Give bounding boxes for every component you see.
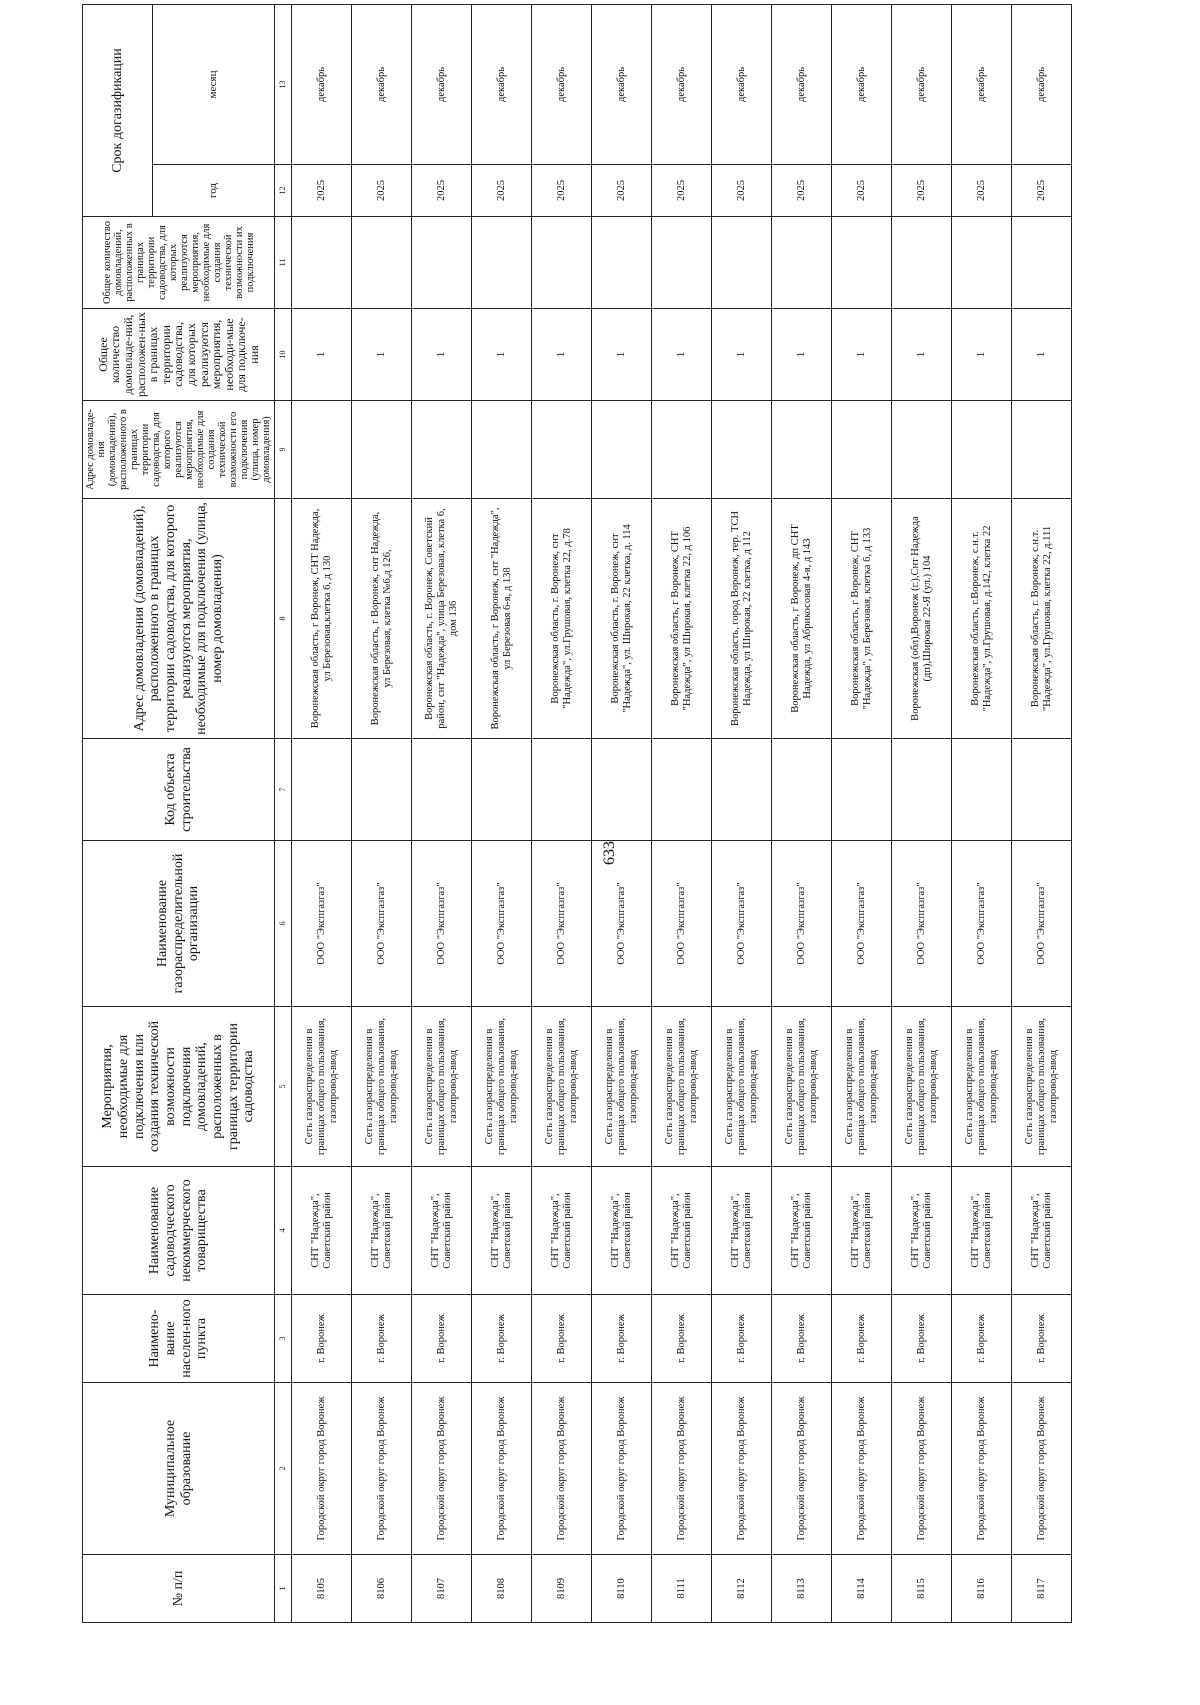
cell-count: 1 [352, 309, 412, 401]
cell-no: 8113 [772, 1555, 832, 1623]
header-month: месяц [152, 5, 274, 165]
header-code: Код объекта строительства [83, 739, 275, 841]
cell-address-tech [772, 401, 832, 499]
cell-org: ООО "Экспгазгаз" [412, 841, 472, 1007]
cell-measure: Сеть газораспределения в границах общего пользования, газопровод-ввод [292, 1007, 352, 1167]
cell-municipality: Городской округ город Воронеж [472, 1383, 532, 1555]
cell-no: 8110 [592, 1555, 652, 1623]
col-number: 5 [275, 1007, 292, 1167]
cell-count: 1 [1012, 309, 1072, 401]
cell-municipality: Городской округ город Воронеж [952, 1383, 1012, 1555]
cell-municipality: Городской округ город Воронеж [292, 1383, 352, 1555]
cell-code [712, 739, 772, 841]
table-row [832, 5, 892, 1623]
cell-settlement: г. Воронеж [652, 1295, 712, 1383]
cell-measure: Сеть газораспределения в границах общего пользования, газопровод-ввод [412, 1007, 472, 1167]
cell-settlement: г. Воронеж [1012, 1295, 1072, 1383]
cell-address: Воронежская область, г Воронеж, снт Надежда, ул Березовая, клетка №6,д 126, [352, 499, 412, 739]
cell-no: 8106 [352, 1555, 412, 1623]
cell-municipality: Городской округ город Воронеж [892, 1383, 952, 1555]
table-row [712, 5, 772, 1623]
cell-address-tech [832, 401, 892, 499]
header-term: Срок догазификации [83, 5, 153, 217]
cell-count: 1 [832, 309, 892, 401]
cell-org: ООО "Экспгазгаз" [472, 841, 532, 1007]
cell-count-tech [472, 217, 532, 309]
table-body [292, 5, 1072, 1623]
cell-count-tech [952, 217, 1012, 309]
cell-month: декабрь [292, 5, 352, 165]
cell-year: 2025 [832, 165, 892, 217]
cell-code [772, 739, 832, 841]
cell-count: 1 [412, 309, 472, 401]
cell-month: декабрь [532, 5, 592, 165]
cell-count: 1 [712, 309, 772, 401]
cell-settlement: г. Воронеж [472, 1295, 532, 1383]
cell-partnership: СНТ "Надежда", Советский район [472, 1167, 532, 1295]
cell-year: 2025 [592, 165, 652, 217]
col-number: 2 [275, 1383, 292, 1555]
cell-address-tech [412, 401, 472, 499]
cell-partnership: СНТ "Надежда", Советский район [832, 1167, 892, 1295]
cell-address-tech [712, 401, 772, 499]
cell-count: 1 [292, 309, 352, 401]
cell-address: Воронежская область, г Воронеж, СНТ "Надежда", ул Березовая, клетка 6, д 133 [832, 499, 892, 739]
header-settlement: Наимено-вание населен-ного пункта [83, 1295, 275, 1383]
cell-partnership: СНТ "Надежда", Советский район [592, 1167, 652, 1295]
header-count-tech: Общее количество домовладений, расположенных в границах территории садоводства, для которых реализуются мероприятия, необходимые для создания технической возможности их подключения [83, 217, 275, 309]
cell-partnership: СНТ "Надежда", Советский район [352, 1167, 412, 1295]
cell-address: Воронежская область, г Воронеж, СНТ Надежда, ул Березовая,клетка 6, д 130 [292, 499, 352, 739]
cell-address: Воронежская область, город Воронеж, тер. ТСН Надежда, ул Широкая, 22 клетка, д 112 [712, 499, 772, 739]
col-number: 6 [275, 841, 292, 1007]
cell-org: ООО "Экспгазгаз" [352, 841, 412, 1007]
cell-month: декабрь [892, 5, 952, 165]
table-row [652, 5, 712, 1623]
col-number: 12 [275, 165, 292, 217]
table-row [472, 5, 532, 1623]
col-number: 1 [275, 1555, 292, 1623]
cell-measure: Сеть газораспределения в границах общего пользования, газопровод-ввод [652, 1007, 712, 1167]
cell-code [832, 739, 892, 841]
cell-count-tech [412, 217, 472, 309]
cell-org: ООО "Экспгазгаз" [892, 841, 952, 1007]
cell-measure: Сеть газораспределения в границах общего пользования, газопровод-ввод [772, 1007, 832, 1167]
header-year: год [152, 165, 274, 217]
table-row [952, 5, 1012, 1623]
cell-year: 2025 [952, 165, 1012, 217]
header-municipality: Муниципальное образование [83, 1383, 275, 1555]
cell-code [472, 739, 532, 841]
cell-address-tech [952, 401, 1012, 499]
table-row [592, 5, 652, 1623]
header-partnership: Наименование садоводческого некоммерческого товарищества [83, 1167, 275, 1295]
header-count-conn: Общее количество домовладе-ний, расположен-ных в границах территории садоводства, для которых реализуются мероприятия, необходи-мые для подключе-ния [83, 309, 275, 401]
cell-measure: Сеть газораспределения в границах общего пользования, газопровод-ввод [592, 1007, 652, 1167]
cell-month: декабрь [652, 5, 712, 165]
cell-org: ООО "Экспгазгаз" [652, 841, 712, 1007]
cell-year: 2025 [472, 165, 532, 217]
cell-partnership: СНТ "Надежда", Советский район [652, 1167, 712, 1295]
cell-year: 2025 [892, 165, 952, 217]
cell-count-tech [532, 217, 592, 309]
cell-count: 1 [532, 309, 592, 401]
cell-month: декабрь [772, 5, 832, 165]
cell-address: Воронежская область, г.Воронеж, с.н.т. "Надежда", ул.Грушовая, д.142, клетка 22 [952, 499, 1012, 739]
cell-municipality: Городской округ город Воронеж [592, 1383, 652, 1555]
col-number: 9 [275, 401, 292, 499]
cell-code [352, 739, 412, 841]
cell-municipality: Городской округ город Воронеж [412, 1383, 472, 1555]
cell-settlement: г. Воронеж [892, 1295, 952, 1383]
cell-org: ООО "Экспгазгаз" [952, 841, 1012, 1007]
cell-municipality: Городской округ город Воронеж [1012, 1383, 1072, 1555]
cell-count-tech [352, 217, 412, 309]
cell-code [952, 739, 1012, 841]
header-no: № п/п [83, 1555, 275, 1623]
cell-org: ООО "Экспгазгаз" [292, 841, 352, 1007]
cell-partnership: СНТ "Надежда", Советский район [892, 1167, 952, 1295]
cell-address: Воронежская область, г. Воронеж, снт "Надежда", ул. Широкая, 22 клетка, д. 114 [592, 499, 652, 739]
cell-month: декабрь [952, 5, 1012, 165]
page-number: 633 [601, 841, 618, 865]
cell-municipality: Городской округ город Воронеж [532, 1383, 592, 1555]
cell-code [292, 739, 352, 841]
cell-year: 2025 [772, 165, 832, 217]
cell-org: ООО "Экспгазгаз" [832, 841, 892, 1007]
header-address-tech: Адрес домовладе-ния (домовладений), расположенного в границах территории садоводства, для которого реализуются мероприятия, необходимые для создания технической возможности его подключения (улица, номер домовладения) [83, 401, 275, 499]
col-number: 7 [275, 739, 292, 841]
cell-no: 8111 [652, 1555, 712, 1623]
cell-measure: Сеть газораспределения в границах общего пользования, газопровод-ввод [472, 1007, 532, 1167]
cell-address: Воронежская область, г. Воронеж, Советский район, снт "Надежда", улица Березовая, клетка 6, дом 136 [412, 499, 472, 739]
cell-partnership: СНТ "Надежда", Советский район [712, 1167, 772, 1295]
cell-year: 2025 [652, 165, 712, 217]
table-row [412, 5, 472, 1623]
cell-address-tech [592, 401, 652, 499]
cell-address: Воронежская (обл),Воронеж (г.),Снт Надежда (дп),Широкая 22-Я (ул.) 104 [892, 499, 952, 739]
cell-no: 8105 [292, 1555, 352, 1623]
cell-org: ООО "Экспгазгаз" [532, 841, 592, 1007]
cell-no: 8107 [412, 1555, 472, 1623]
cell-month: декабрь [472, 5, 532, 165]
cell-year: 2025 [292, 165, 352, 217]
cell-year: 2025 [412, 165, 472, 217]
cell-address: Воронежская область, г. Воронеж, с.н.т. "Надежда", ул.Грушовая, клетка 22, д.111 [1012, 499, 1072, 739]
cell-no: 8114 [832, 1555, 892, 1623]
cell-count-tech [892, 217, 952, 309]
cell-municipality: Городской округ город Воронеж [832, 1383, 892, 1555]
table-row [532, 5, 592, 1623]
cell-partnership: СНТ "Надежда", Советский район [952, 1167, 1012, 1295]
cell-month: декабрь [352, 5, 412, 165]
cell-no: 8115 [892, 1555, 952, 1623]
table-row [352, 5, 412, 1623]
gasification-table [82, 4, 1072, 1623]
cell-org: ООО "Экспгазгаз" [592, 841, 652, 1007]
cell-count: 1 [592, 309, 652, 401]
cell-no: 8112 [712, 1555, 772, 1623]
cell-partnership: СНТ "Надежда", Советский район [532, 1167, 592, 1295]
cell-measure: Сеть газораспределения в границах общего пользования, газопровод-ввод [712, 1007, 772, 1167]
cell-code [652, 739, 712, 841]
cell-settlement: г. Воронеж [292, 1295, 352, 1383]
header-measures: Мероприятия, необходимые для подключения или создания технической возможности подключения домовладений, расположенных в границах территории садоводства [83, 1007, 275, 1167]
rotated-table-container [82, 48, 1192, 1623]
cell-municipality: Городской округ город Воронеж [352, 1383, 412, 1555]
cell-code [532, 739, 592, 841]
cell-address: Воронежская область, г. Воронеж, снт "Надежда", ул.Грушовая, клетка 22, д.78 [532, 499, 592, 739]
table-row [772, 5, 832, 1623]
cell-address: Воронежская область, г Воронеж, дп СНТ Надежда, ул Абрикосовая 4-я, д 143 [772, 499, 832, 739]
cell-partnership: СНТ "Надежда", Советский район [292, 1167, 352, 1295]
cell-no: 8117 [1012, 1555, 1072, 1623]
cell-year: 2025 [1012, 165, 1072, 217]
header-org: Наименование газораспределительной организации [83, 841, 275, 1007]
cell-municipality: Городской округ город Воронеж [772, 1383, 832, 1555]
cell-count-tech [1012, 217, 1072, 309]
cell-settlement: г. Воронеж [832, 1295, 892, 1383]
cell-count-tech [592, 217, 652, 309]
cell-no: 8109 [532, 1555, 592, 1623]
cell-year: 2025 [532, 165, 592, 217]
cell-month: декабрь [412, 5, 472, 165]
cell-settlement: г. Воронеж [592, 1295, 652, 1383]
cell-count: 1 [772, 309, 832, 401]
cell-address-tech [1012, 401, 1072, 499]
cell-settlement: г. Воронеж [952, 1295, 1012, 1383]
cell-code [592, 739, 652, 841]
cell-org: ООО "Экспгазгаз" [772, 841, 832, 1007]
cell-settlement: г. Воронеж [712, 1295, 772, 1383]
col-number: 11 [275, 217, 292, 309]
cell-measure: Сеть газораспределения в границах общего пользования, газопровод-ввод [892, 1007, 952, 1167]
table-row [1012, 5, 1072, 1623]
cell-month: декабрь [832, 5, 892, 165]
cell-count-tech [712, 217, 772, 309]
cell-measure: Сеть газораспределения в границах общего пользования, газопровод-ввод [952, 1007, 1012, 1167]
cell-month: декабрь [1012, 5, 1072, 165]
cell-count-tech [772, 217, 832, 309]
cell-address: Воронежская область, г Воронеж, снт "Надежда", ул Березовая 6-я, д 138 [472, 499, 532, 739]
cell-org: ООО "Экспгазгаз" [1012, 841, 1072, 1007]
cell-address: Воронежская область, г Воронеж, СНТ "Надежда", ул Широкая, клетка 22, д 106 [652, 499, 712, 739]
cell-address-tech [292, 401, 352, 499]
cell-measure: Сеть газораспределения в границах общего пользования, газопровод-ввод [352, 1007, 412, 1167]
cell-municipality: Городской округ город Воронеж [712, 1383, 772, 1555]
cell-no: 8108 [472, 1555, 532, 1623]
cell-count: 1 [472, 309, 532, 401]
cell-address-tech [532, 401, 592, 499]
cell-month: декабрь [592, 5, 652, 165]
cell-code [412, 739, 472, 841]
cell-address-tech [352, 401, 412, 499]
cell-year: 2025 [712, 165, 772, 217]
cell-partnership: СНТ "Надежда", Советский район [1012, 1167, 1072, 1295]
cell-count-tech [832, 217, 892, 309]
cell-address-tech [472, 401, 532, 499]
cell-count-tech [652, 217, 712, 309]
cell-org: ООО "Экспгазгаз" [712, 841, 772, 1007]
cell-measure: Сеть газораспределения в границах общего пользования, газопровод-ввод [1012, 1007, 1072, 1167]
cell-year: 2025 [352, 165, 412, 217]
cell-partnership: СНТ "Надежда", Советский район [412, 1167, 472, 1295]
cell-settlement: г. Воронеж [352, 1295, 412, 1383]
cell-partnership: СНТ "Надежда", Советский район [772, 1167, 832, 1295]
cell-count: 1 [952, 309, 1012, 401]
table-row [892, 5, 952, 1623]
cell-settlement: г. Воронеж [532, 1295, 592, 1383]
table-row [292, 5, 352, 1623]
cell-measure: Сеть газораспределения в границах общего пользования, газопровод-ввод [532, 1007, 592, 1167]
cell-count: 1 [892, 309, 952, 401]
col-number: 8 [275, 499, 292, 739]
cell-month: декабрь [712, 5, 772, 165]
col-number: 3 [275, 1295, 292, 1383]
col-number: 13 [275, 5, 292, 165]
cell-settlement: г. Воронеж [412, 1295, 472, 1383]
cell-no: 8116 [952, 1555, 1012, 1623]
cell-settlement: г. Воронеж [772, 1295, 832, 1383]
cell-municipality: Городской округ город Воронеж [652, 1383, 712, 1555]
col-number: 4 [275, 1167, 292, 1295]
col-number: 10 [275, 309, 292, 401]
cell-address-tech [892, 401, 952, 499]
cell-count-tech [292, 217, 352, 309]
cell-address-tech [652, 401, 712, 499]
cell-count: 1 [652, 309, 712, 401]
cell-code [892, 739, 952, 841]
cell-code [1012, 739, 1072, 841]
cell-measure: Сеть газораспределения в границах общего пользования, газопровод-ввод [832, 1007, 892, 1167]
header-address: Адрес домовладения (домовладений), расположенного в границах территории садоводства, для которого реализуются мероприятия, необходимые для подключения (улица, номер домовладения) [83, 499, 275, 739]
